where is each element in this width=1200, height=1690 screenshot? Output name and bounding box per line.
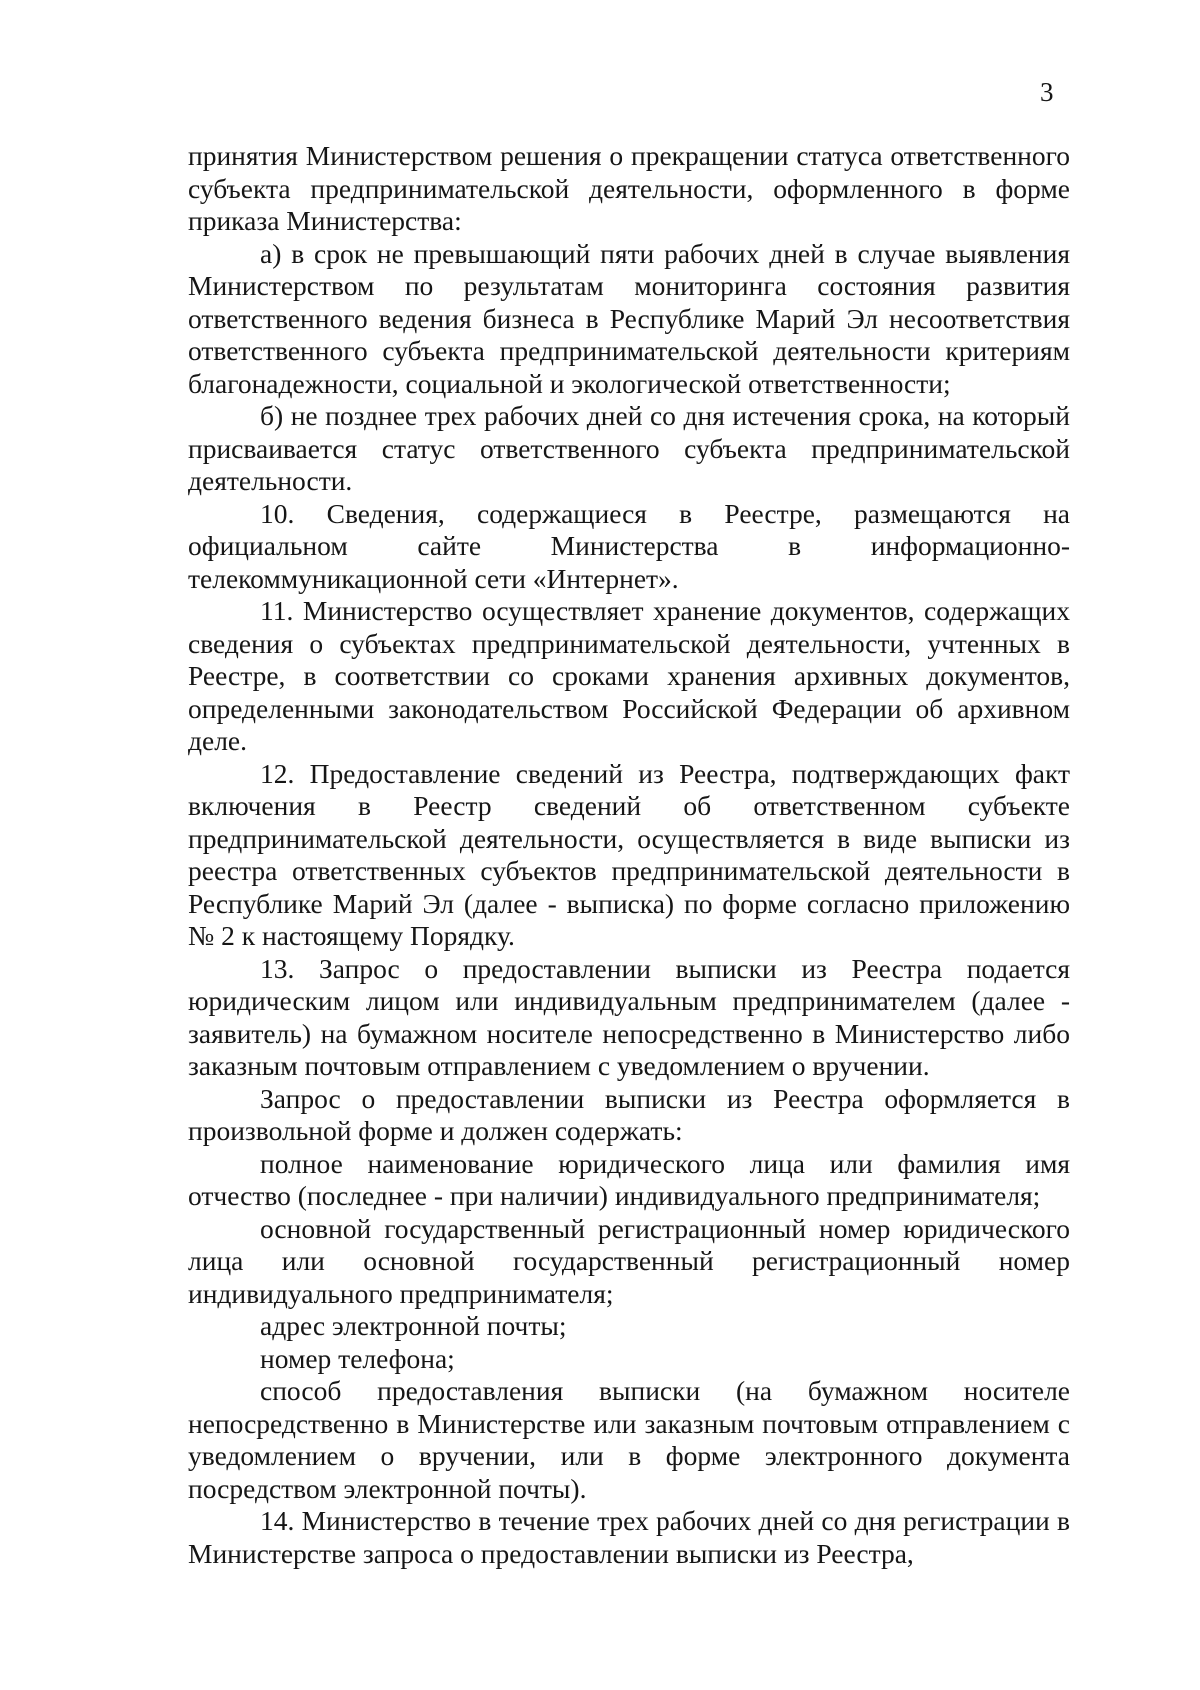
paragraph-request-name: полное наименование юридического лица или фамилия имя отчество (последнее - при наличии) индивидуального предпринимателя; [188,1147,1070,1211]
paragraph-request-ogrn: основной государственный регистрационный номер юридического лица или основной государственный регистрационный номер индивидуального предпринимателя; [188,1212,1070,1309]
paragraph-request-email: адрес электронной почты; [260,1310,567,1341]
paragraph-continuation: принятия Министерством решения о прекращении статуса ответственного субъекта предпринимательской деятельности, оформленного в форме приказа Министерства: [188,140,1070,236]
paragraph-item-b: б) не позднее трех рабочих дней со дня истечения срока, на который присваивается статус ответственного субъекта предпринимательской деятельности. [188,400,1070,496]
paragraph-item-a: а) в срок не превышающий пяти рабочих дней в случае выявления Министерством по результатам мониторинга состояния развития ответственного ведения бизнеса в Республике Марий Эл несоответствия ответственного субъекта предпринимательской деятельности критериям благонадежности, социальной и экологической ответственности; [188,237,1070,399]
paragraph-request-phone: номер телефона; [260,1342,455,1374]
page-number: 3 [1040,77,1054,107]
paragraph-request-form: Запрос о предоставлении выписки из Реестра оформляется в произвольной форме и должен содержать: [188,1082,1070,1146]
paragraph-14: 14. Министерство в течение трех рабочих дней со дня регистрации в Министерстве запроса о предоставлении выписки из Реестра, [188,1505,1070,1569]
paragraph-request-method: способ предоставления выписки (на бумажном носителе непосредственно в Министерстве или заказным почтовым отправлением с уведомлением о вручении, или в форме электронного документа посредством электронной почты). [188,1375,1070,1504]
document-body [188,140,1070,1570]
paragraph-10: 10. Сведения, содержащиеся в Реестре, размещаются на официальном сайте Министерства в информационно-телекоммуникационной сети «Интернет». [188,497,1070,594]
paragraph-13: 13. Запрос о предоставлении выписки из Реестра подается юридическим лицом или индивидуальным предпринимателем (далее - заявитель) на бумажном носителе непосредственно в Министерство либо заказным почтовым отправлением с уведомлением о вручении. [188,952,1070,1081]
paragraph-12: 12. Предоставление сведений из Реестра, подтверждающих факт включения в Реестр сведений об ответственном субъекте предпринимательской деятельности, осуществляется в виде выписки из реестра ответственных субъектов предпринимательской деятельности в Республике Марий Эл (далее - выписка) по форме согласно приложению № 2 к настоящему Порядку. [188,757,1070,951]
paragraph-11: 11. Министерство осуществляет хранение документов, содержащих сведения о субъектах предпринимательской деятельности, учтенных в Реестре, в соответствии со сроками хранения архивных документов, определенными законодательством Российской Федерации об архивном деле. [188,595,1070,756]
